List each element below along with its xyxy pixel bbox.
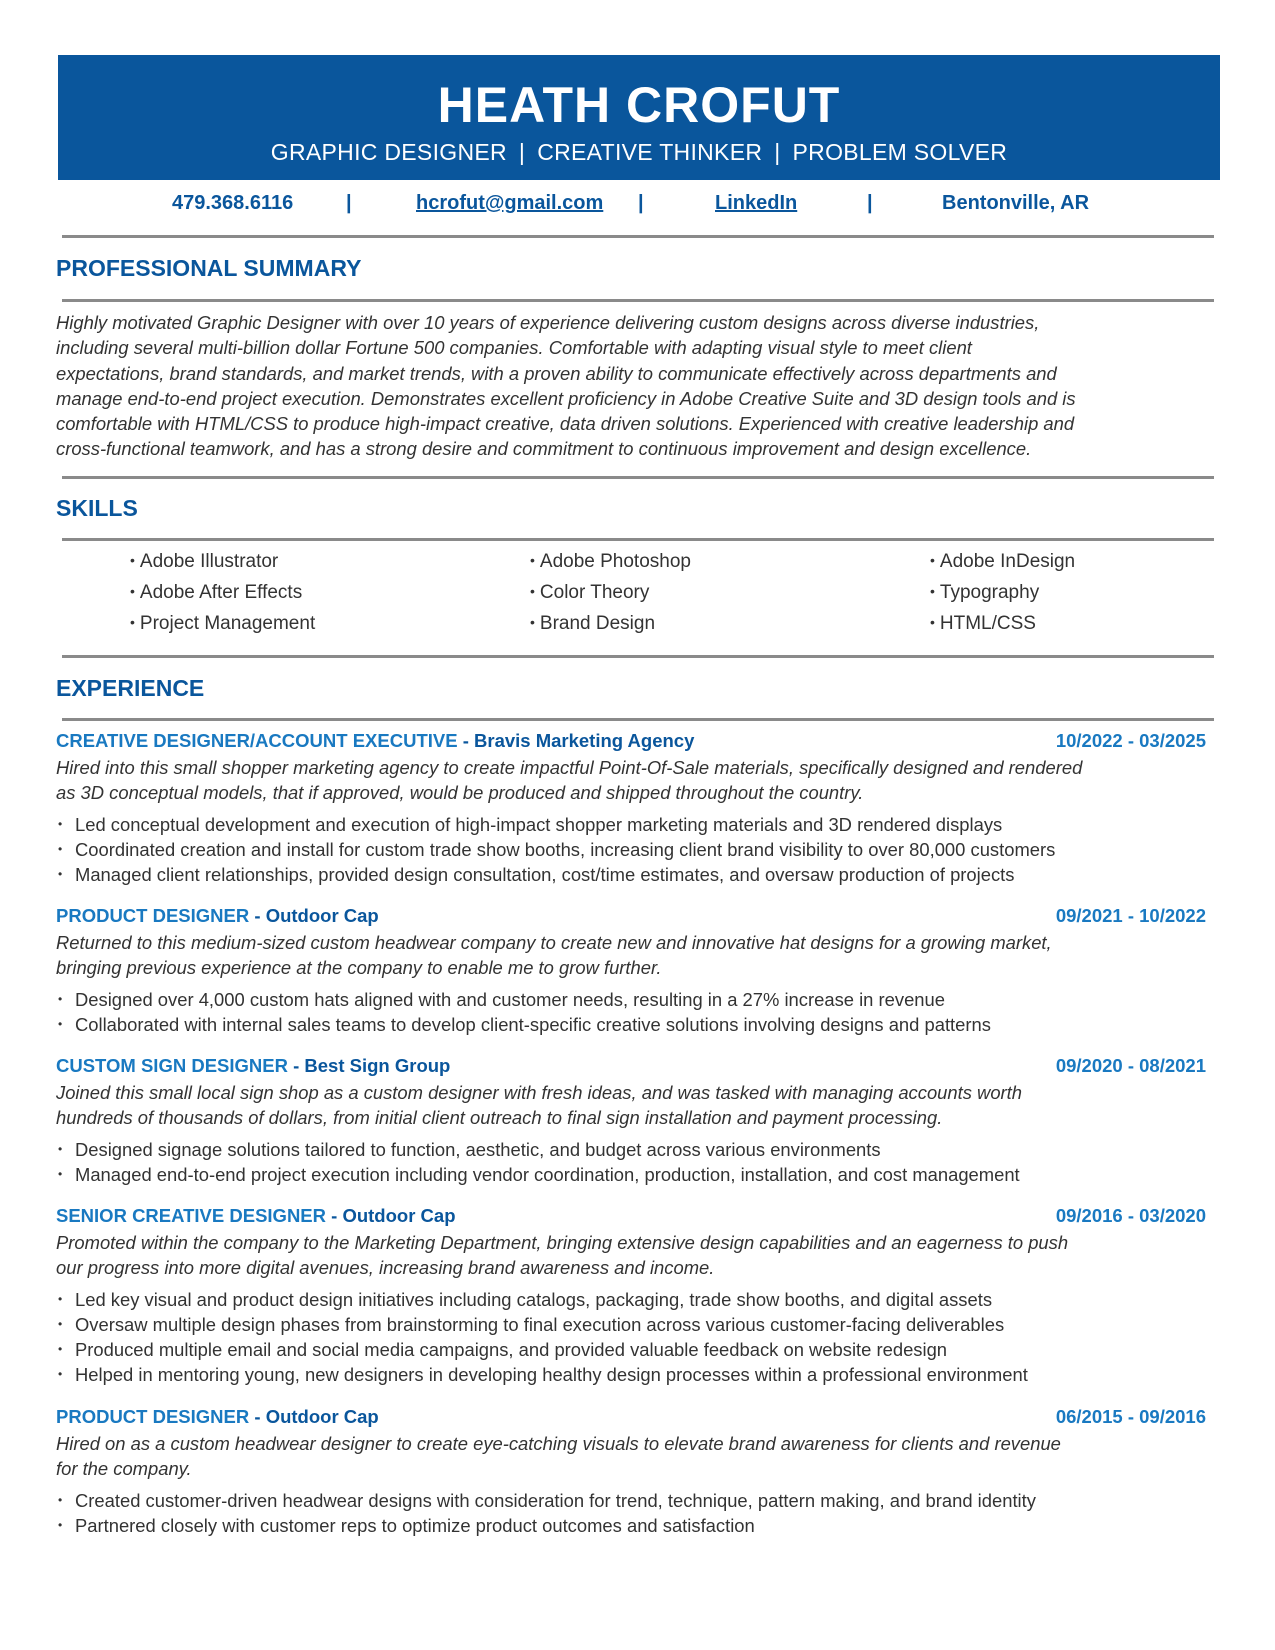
divider [62,538,1214,541]
contact-separator: | [867,192,873,214]
job-bullet: • Managed client relationships, provided design consultation, cost/time estimates, and oversaw production of projects [58,864,1015,886]
tagline-separator: | [774,139,781,165]
job-bullets [56,812,1206,888]
job-bullet: • Designed over 4,000 custom hats aligned with and customer needs, resulting in a 27% increase in revenue [58,988,945,1010]
job-bullet: • Partnered closely with customer reps to optimize product outcomes and satisfaction [58,1514,755,1536]
divider [62,718,1214,721]
job-description: Hired on as a custom headwear designer to create eye-catching visuals to elevate brand awareness for clients and revenue for the company. [56,1433,1061,1480]
skill-item: • Adobe Illustrator [130,551,279,572]
skill-item: • Adobe InDesign [930,551,1076,572]
tagline-item: GRAPHIC DESIGNER [270,139,507,165]
job-entry [56,1203,1206,1388]
summary-line: Highly motivated Graphic Designer with over 10 years of experience delivering custom designs across diverse industries, [56,312,1040,333]
job-company: - Best Sign Group [293,1055,451,1076]
job-entry [56,903,1206,1037]
job-title: PRODUCT DESIGNER [56,905,250,926]
job-bullets [56,1137,1206,1188]
job-description: Promoted within the company to the Marketing Department, bringing extensive design capabilities and an eagerness to push our progress into more digital avenues, increasing brand awareness and income. [56,1232,1069,1279]
job-bullet: • Coordinated creation and install for custom trade show booths, increasing client brand visibility to over 80,000 customers [58,838,1056,860]
summary-line: manage end-to-end project execution. Demonstrates excellent proficiency in Adobe Creative Suite and 3D design tools and is [56,387,1076,409]
summary-line: including several multi-billion dollar Fortune 500 companies. Comfortable with adapting visual style to meet client [56,337,972,359]
divider [62,655,1214,658]
job-bullet: • Managed end-to-end project execution including vendor coordination, production, installation, and cost management [58,1163,1020,1185]
job-title: SENIOR CREATIVE DESIGNER [56,1205,327,1226]
job-bullet: • Helped in mentoring young, new designers in developing healthy design processes within a professional environment [58,1364,1028,1386]
job-company: - Outdoor Cap [254,905,379,926]
job-entry [56,728,1206,887]
skill-item: • Project Management [130,613,316,634]
job-description: Joined this small local sign shop as a custom designer with fresh ideas, and was tasked with managing accounts worth hundreds of thousands of dollars, from initial client outreach to final sign installation and payment processing. [56,1082,1023,1129]
contact-linkedin-link[interactable]: LinkedIn [715,192,798,214]
job-bullets [56,1287,1206,1388]
summary-line: comfortable with HTML/CSS to produce high-impact creative, data driven solutions. Experienced with creative leadership and [56,413,1075,435]
job-dates: 10/2022 - 03/2025 [1055,730,1206,751]
summary-text [56,310,1226,462]
job-bullet: • Produced multiple email and social media campaigns, and provided valuable feedback on website redesign [58,1339,948,1361]
job-title: PRODUCT DESIGNER [56,1406,250,1427]
job-bullet: • Created customer-driven headwear designs with consideration for trend, technique, pattern making, and brand identity [58,1489,1036,1511]
contact-phone: 479.368.6116 [172,192,294,214]
contact-location: Bentonville, AR [942,192,1090,214]
job-bullet: • Collaborated with internal sales teams to develop client-specific creative solutions involving designs and patterns [58,1013,991,1035]
job-header [56,1404,1206,1430]
job-header [56,1203,1206,1229]
summary-line: cross-functional teamwork, and has a strong desire and commitment to continuous improvement and design excellence. [56,438,1032,460]
job-bullets [56,1488,1206,1539]
job-bullet: • Led key visual and product design initiatives including catalogs, packaging, trade show booths, and digital assets [58,1288,993,1310]
contact-separator: | [346,192,352,214]
job-entry [56,1053,1206,1187]
job-header [56,1053,1206,1079]
summary-line: expectations, brand standards, and market trends, with a proven ability to communicate effectively across departments and [56,362,1057,384]
job-company: - Outdoor Cap [331,1205,456,1226]
tagline-separator: | [518,139,526,165]
job-company: - Outdoor Cap [254,1406,379,1427]
job-title: CUSTOM SIGN DESIGNER [56,1055,288,1076]
tagline-item: CREATIVE THINKER [537,139,763,165]
job-dates: 09/2020 - 08/2021 [1055,1055,1206,1076]
job-description: Returned to this medium-sized custom headwear company to create new and innovative hat designs for a growing market, bringing previous experience at the company to enable me to grow further. [56,932,1052,979]
job-header [56,903,1206,929]
summary-heading: PROFESSIONAL SUMMARY [56,255,362,281]
skill-item: • Color Theory [530,582,650,603]
skill-item: • Brand Design [530,613,656,634]
experience-heading: EXPERIENCE [56,675,205,701]
job-bullet: • Designed signage solutions tailored to function, aesthetic, and budget across various environments [58,1138,881,1160]
job-dates: 06/2015 - 09/2016 [1055,1406,1206,1427]
header-banner [58,55,1220,180]
skill-item: • Adobe After Effects [130,582,303,603]
job-dates: 09/2021 - 10/2022 [1055,905,1206,926]
job-title: CREATIVE DESIGNER/ACCOUNT EXECUTIVE [56,730,458,751]
job-header [56,728,1206,754]
candidate-name: HEATH CROFUT [437,77,841,133]
job-bullets [56,987,1206,1038]
skill-item: • HTML/CSS [930,613,1036,634]
divider [62,235,1214,238]
tagline-item: PROBLEM SOLVER [792,139,1008,165]
job-description: Hired into this small shopper marketing agency to create impactful Point-Of-Sale materials, specifically designed and rendered as 3D conceptual models, that if approved, would be produced and shipped throughout the country. [56,757,1083,804]
job-dates: 09/2016 - 03/2020 [1055,1205,1206,1226]
divider [62,476,1214,479]
skill-item: • Typography [930,582,1040,603]
contact-separator: | [638,192,644,214]
contact-row [0,190,1275,216]
skill-item: • Adobe Photoshop [530,551,691,572]
job-entry [56,1404,1206,1538]
contact-email-link[interactable]: hcrofut@gmail.com [416,192,604,214]
skills-heading: SKILLS [56,495,138,521]
divider [62,299,1214,302]
job-bullet: • Oversaw multiple design phases from brainstorming to final execution across various customer-facing deliverables [58,1313,1005,1335]
job-bullet: • Led conceptual development and execution of high-impact shopper marketing materials and 3D rendered displays [58,813,1003,835]
job-company: - Bravis Marketing Agency [462,730,695,751]
header-tagline [58,138,1220,166]
